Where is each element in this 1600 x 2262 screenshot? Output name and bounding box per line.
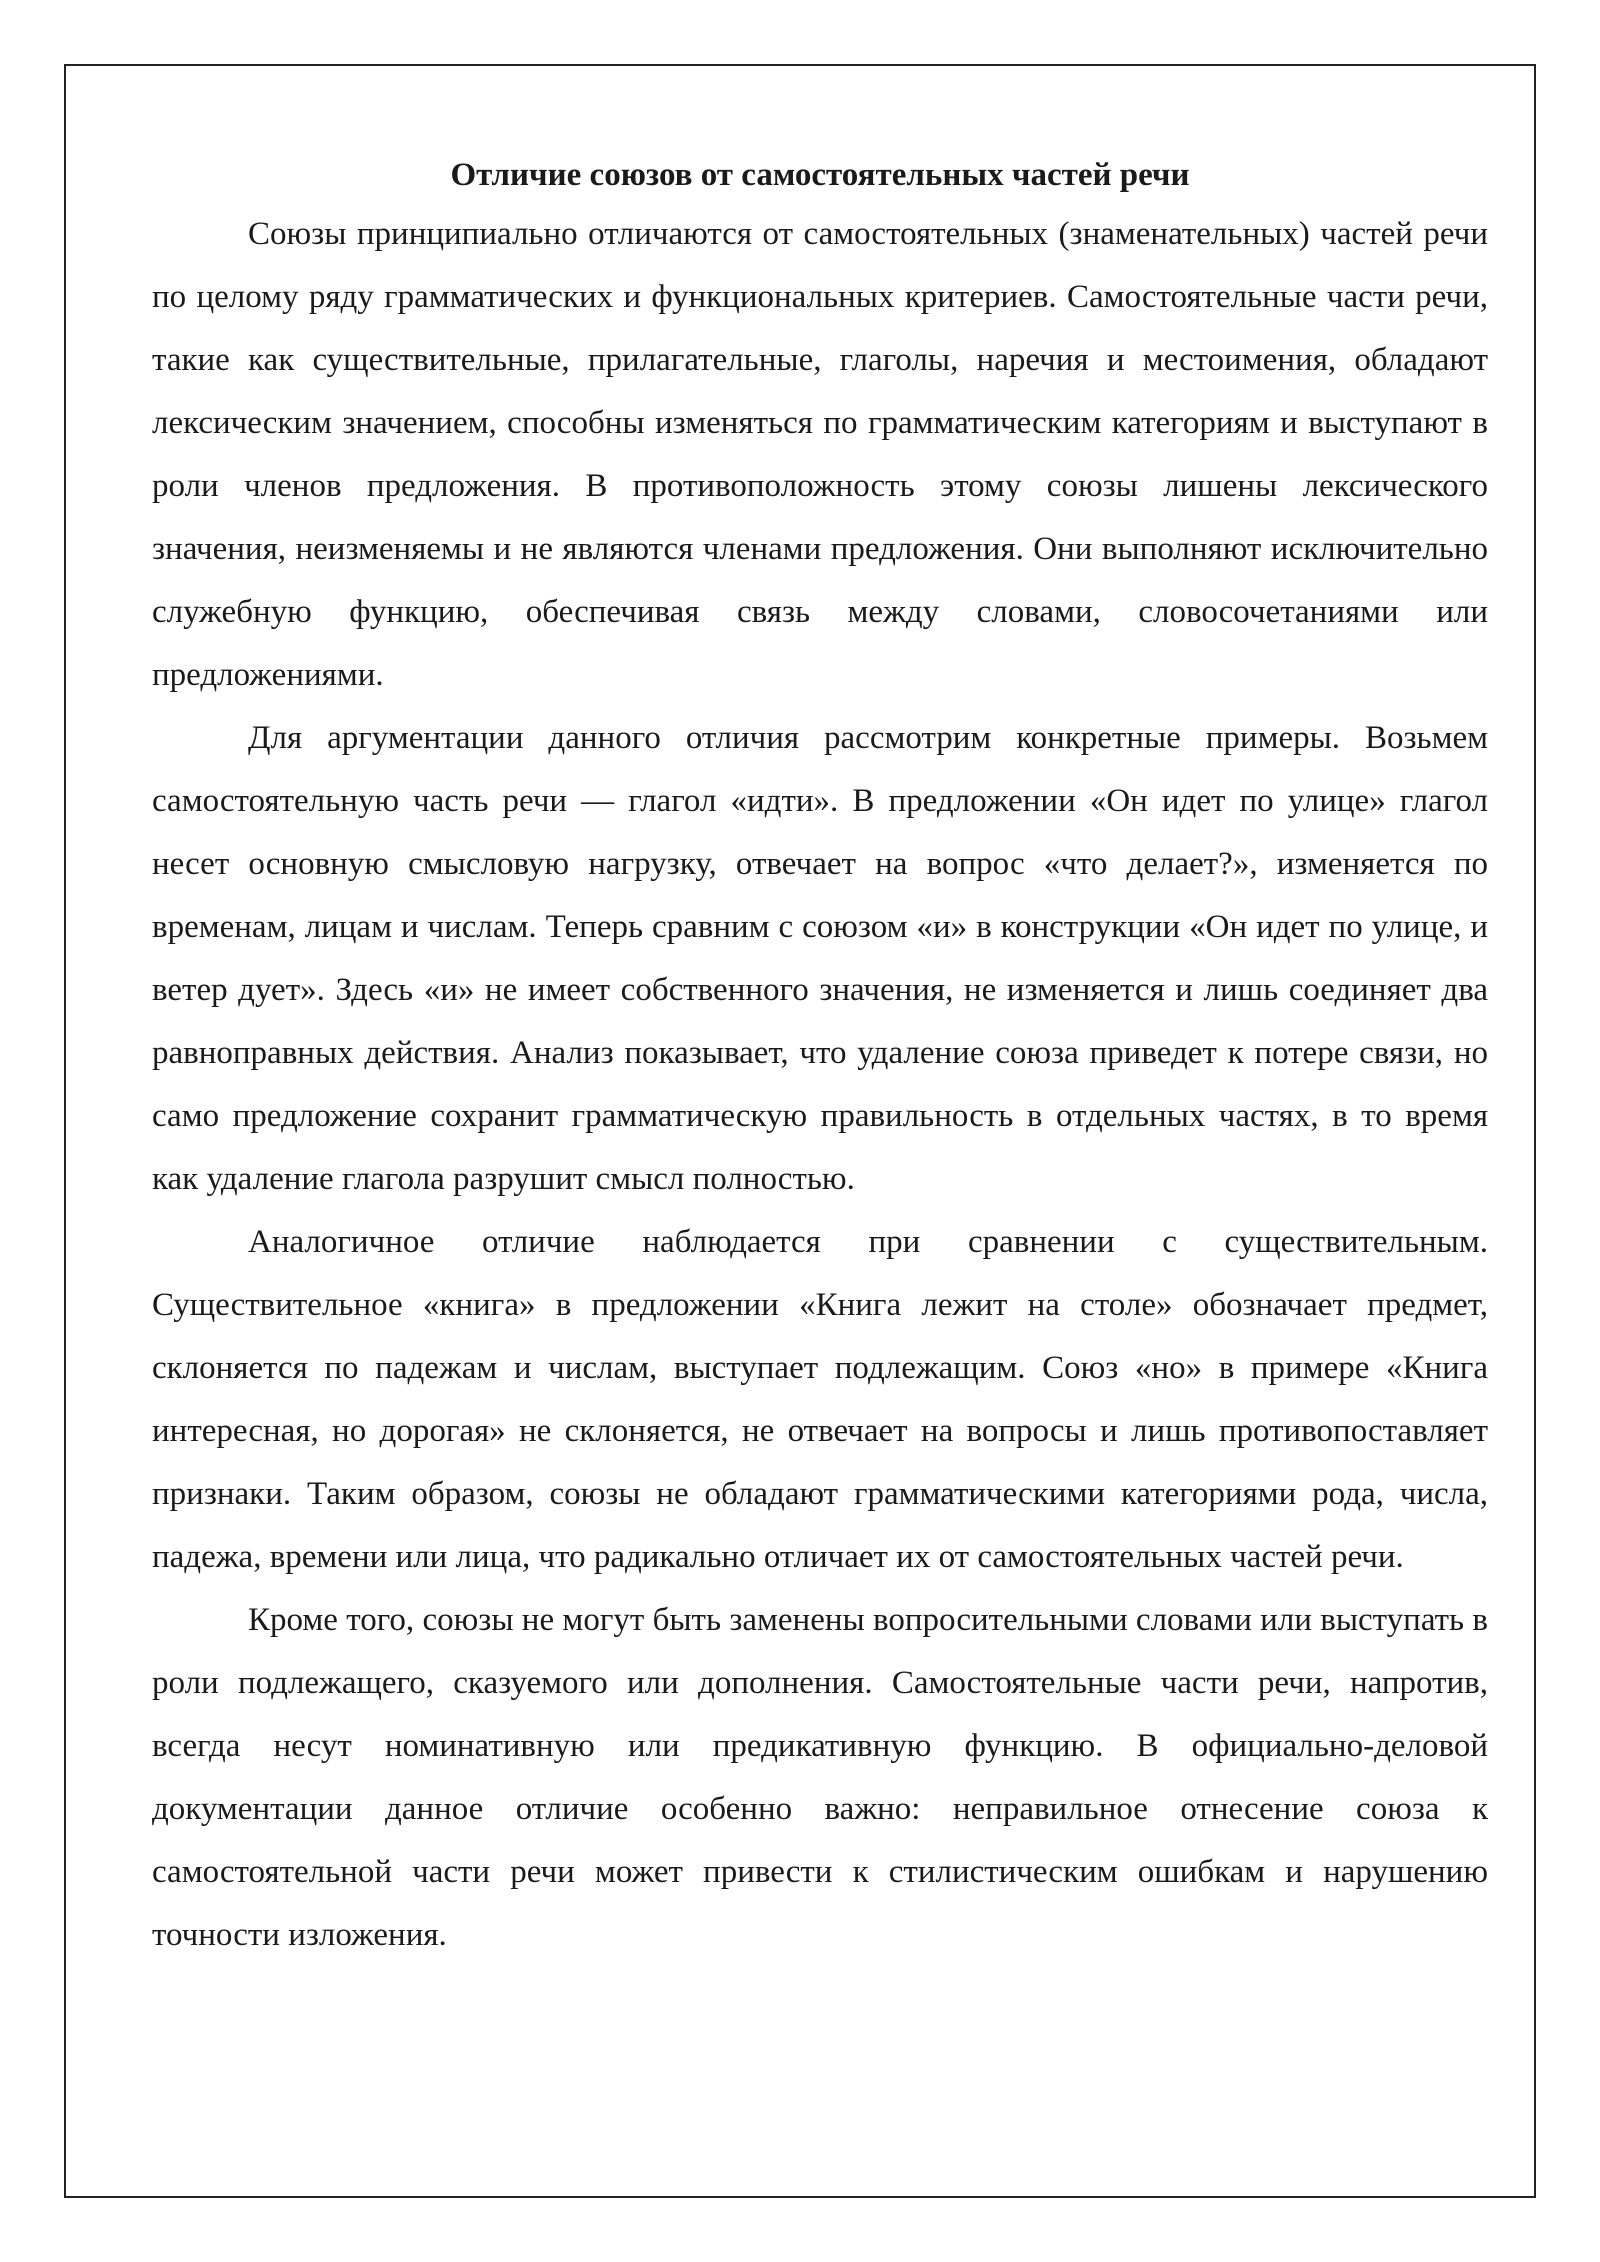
paragraph-2: Для аргументации данного отличия рассмотрим конкретные примеры. Возьмем самостоятельную часть речи — глагол «идти». В предложении «Он идет по улице» глагол несет основную смысловую нагрузку, отвечает на вопрос «что делает?», изменяется по временам, лицам и числам. Теперь сравним с союзом «и» в конструкции «Он идет по улице, и ветер дует». Здесь «и» не имеет собственного значения, не изменяется и лишь соединяет два равноправных действия. Анализ показывает, что удаление союза приведет к потере связи, но само предложение сохранит грамматическую правильность в отдельных частях, в то время как удаление глагола разрушит смысл полностью. — [152, 720, 1488, 1197]
document-body — [152, 148, 1488, 1967]
paragraph-1: Союзы принципиально отличаются от самостоятельных (знаменательных) частей речи по целому ряду грамматических и функциональных критериев. Самостоятельные части речи, такие как существительные, прилагательные, глаголы, наречия и местоимения, обладают лексическим значением, способны изменяться по грамматическим категориям и выступают в роли членов предложения. В противоположность этому союзы лишены лексического значения, неизменяемы и не являются членами предложения. Они выполняют исключительно служебную функцию, обеспечивая связь между словами, словосочетаниями или предложениями. — [152, 216, 1488, 693]
paragraph-3: Аналогичное отличие наблюдается при сравнении с существительным. Существительное «книга» в предложении «Книга лежит на столе» обозначает предмет, склоняется по падежам и числам, выступает подлежащим. Союз «но» в примере «Книга интересная, но дорогая» не склоняется, не отвечает на вопросы и лишь противопоставляет признаки. Таким образом, союзы не обладают грамматическими категориями рода, числа, падежа, времени или лица, что радикально отличает их от самостоятельных частей речи. — [152, 1224, 1488, 1575]
paragraph-4: Кроме того, союзы не могут быть заменены вопросительными словами или выступать в роли подлежащего, сказуемого или дополнения. Самостоятельные части речи, напротив, всегда несут номинативную или предикативную функцию. В официально-деловой документации данное отличие особенно важно: неправильное отнесение союза к самостоятельной части речи может привести к стилистическим ошибкам и нарушению точности изложения. — [152, 1602, 1488, 1953]
document-title: Отличие союзов от самостоятельных частей речи — [450, 157, 1190, 193]
